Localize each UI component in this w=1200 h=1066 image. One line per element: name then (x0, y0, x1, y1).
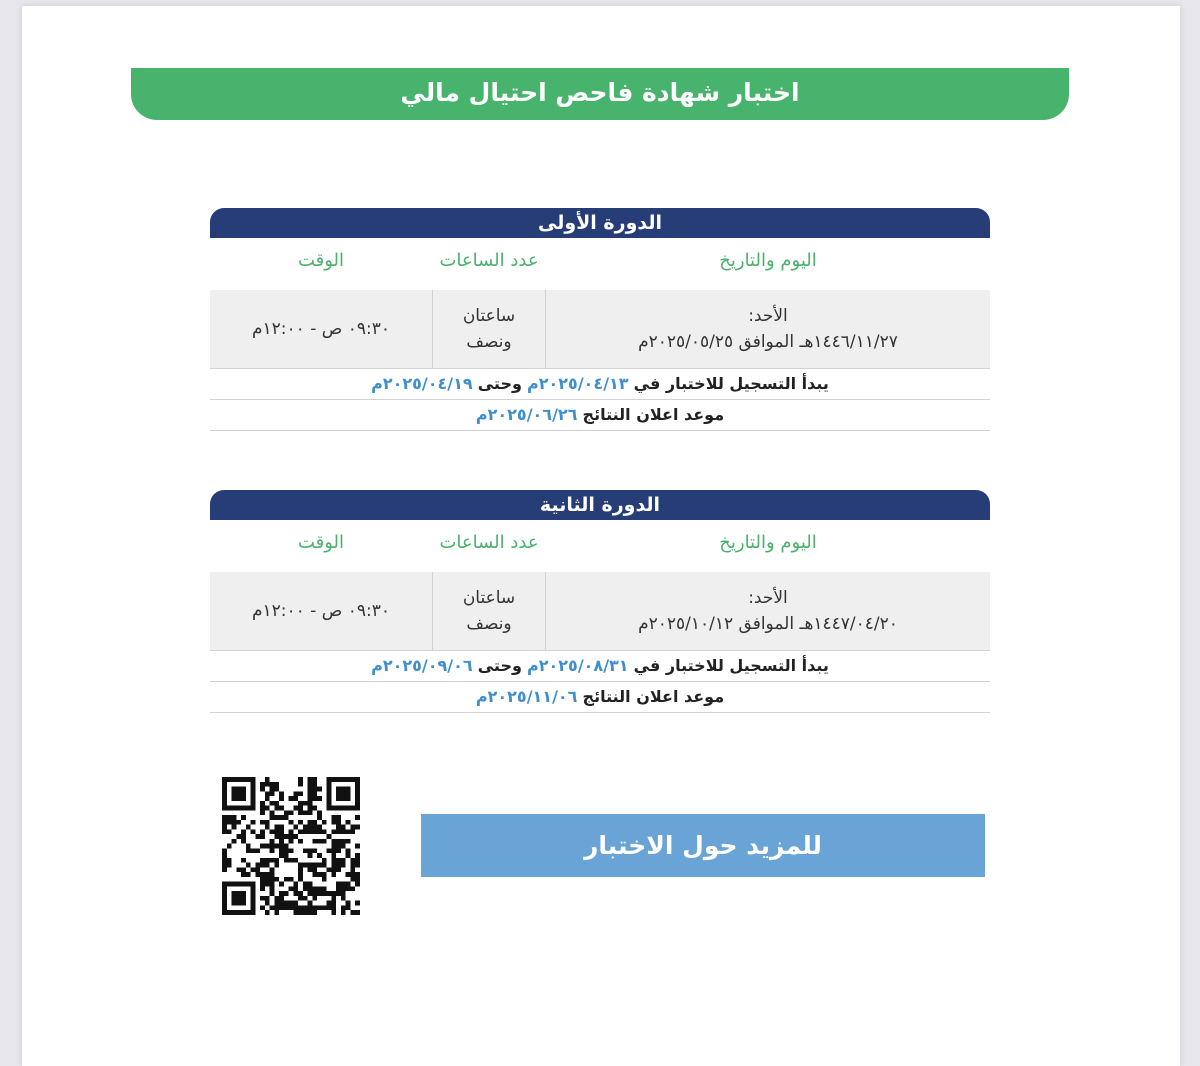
exam-date: ١٤٤٧/٠٤/٢٠هـ الموافق ٢٠٢٥/١٠/١٢م (638, 614, 898, 634)
exam-date: ١٤٤٦/١١/٢٧هـ الموافق ٢٠٢٥/٠٥/٢٥م (638, 332, 898, 352)
session-title: الدورة الثانية (210, 490, 990, 520)
cell-day-date (546, 290, 990, 368)
hours-line-2: ونصف (466, 614, 512, 634)
results-label: موعد اعلان النتائج (582, 405, 725, 424)
cell-time: ٠٩:٣٠ ص - ١٢:٠٠م (252, 601, 390, 621)
registration-until-label: وحتى (477, 656, 522, 675)
column-header-time: الوقت (297, 250, 345, 271)
schedule-row (210, 290, 990, 369)
hours-line-2: ونصف (466, 332, 512, 352)
session-title: الدورة الأولى (210, 208, 990, 238)
results-label: موعد اعلان النتائج (582, 687, 725, 706)
cell-hours (432, 290, 546, 368)
qr-code-icon[interactable] (222, 777, 360, 915)
cell-day-date (546, 572, 990, 650)
schedule-row (210, 572, 990, 651)
cell-hours (432, 572, 546, 650)
registration-label: يبدأ التسجيل للاختبار في (633, 656, 829, 675)
registration-end-date: ٢٠٢٥/٠٤/١٩م (371, 374, 473, 393)
more-about-exam-button[interactable]: للمزيد حول الاختبار (421, 814, 985, 877)
registration-period (210, 369, 990, 400)
hours-line-1: ساعتان (462, 306, 516, 326)
results-announcement (210, 682, 990, 713)
column-header-day-date: اليوم والتاريخ (719, 250, 817, 271)
registration-start-date: ٢٠٢٥/٠٤/١٣م (527, 374, 629, 393)
cell-time: ٠٩:٣٠ ص - ١٢:٠٠م (252, 319, 390, 339)
session-second (210, 490, 990, 712)
results-announcement (210, 400, 990, 431)
column-header-time: الوقت (297, 532, 345, 553)
results-date: ٢٠٢٥/٠٦/٢٦م (475, 405, 578, 424)
column-header-day-date: اليوم والتاريخ (719, 532, 817, 553)
registration-period (210, 651, 990, 682)
hours-line-1: ساعتان (462, 588, 516, 608)
results-date: ٢٠٢٥/١١/٠٦م (475, 687, 578, 706)
registration-start-date: ٢٠٢٥/٠٨/٣١م (527, 656, 629, 675)
column-header-hours: عدد الساعات (439, 250, 539, 271)
column-header-hours: عدد الساعات (439, 532, 539, 553)
registration-end-date: ٢٠٢٥/٠٩/٠٦م (371, 656, 473, 675)
page-title: اختبار شهادة فاحص احتيال مالي (131, 68, 1069, 120)
registration-until-label: وحتى (477, 374, 522, 393)
session-first (210, 208, 990, 430)
day-name: الأحد: (748, 588, 788, 608)
day-name: الأحد: (748, 306, 788, 326)
registration-label: يبدأ التسجيل للاختبار في (633, 374, 829, 393)
